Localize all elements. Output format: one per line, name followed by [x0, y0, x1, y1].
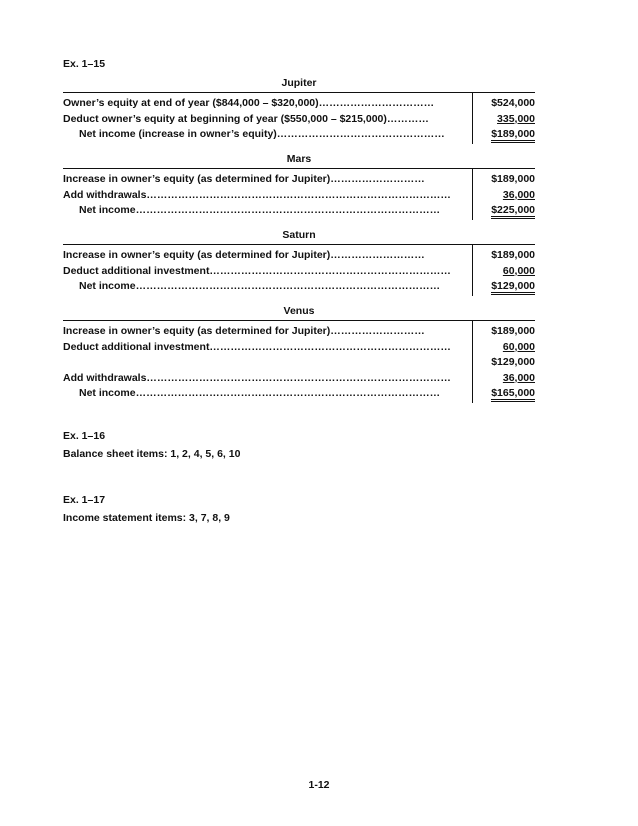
amount-value: 335,000 [497, 112, 535, 125]
amount-value: $129,000 [491, 356, 535, 368]
exercise-1-17-title: Ex. 1–17 [63, 494, 106, 506]
section-heading: Saturn [63, 226, 535, 245]
section-heading: Jupiter [63, 74, 535, 93]
row-amount [475, 203, 535, 219]
statement-row [63, 127, 535, 143]
statement-row [63, 203, 535, 219]
statement-row [63, 324, 535, 340]
statement-row [63, 386, 535, 402]
statement-row [63, 112, 535, 128]
row-amount [475, 248, 535, 264]
row-label: Deduct additional investment…………………………………………………………… [63, 264, 451, 277]
row-amount [475, 279, 535, 295]
row-amount [475, 127, 535, 143]
statement-row [63, 96, 535, 112]
row-amount [475, 355, 535, 371]
row-label: Increase in owner’s equity (as determined for Jupiter)……………………… [63, 173, 425, 185]
exercise-1-16-title: Ex. 1–16 [63, 430, 106, 442]
row-label: Owner’s equity at end of year ($844,000 – $320,000)…………………………… [63, 97, 435, 109]
amount-value: $189,000 [491, 173, 535, 185]
section-venus [63, 302, 535, 402]
statement-row [63, 279, 535, 295]
statement-row [63, 264, 535, 280]
amount-value: $129,000 [491, 280, 535, 295]
row-label: Add withdrawals…………………………………………………………………………… [63, 188, 451, 201]
row-label: Increase in owner’s equity (as determined for Jupiter)……………………… [63, 325, 425, 337]
exercise-1-16-text: Balance sheet items: 1, 2, 4, 5, 6, 10 [63, 448, 241, 460]
section-jupiter [63, 74, 535, 143]
row-amount [475, 371, 535, 387]
row-label: Increase in owner’s equity (as determined for Jupiter)……………………… [63, 249, 425, 261]
amount-value: $189,000 [491, 128, 535, 143]
statement-row [63, 188, 535, 204]
statement-row [63, 248, 535, 264]
row-label: Deduct owner’s equity at beginning of year ($550,000 – $215,000)………… [63, 112, 429, 125]
amount-value: $225,000 [491, 204, 535, 219]
row-amount [475, 340, 535, 356]
statement-row [63, 172, 535, 188]
amount-value: 36,000 [502, 188, 535, 201]
amount-value: 60,000 [502, 264, 535, 277]
amount-value: 36,000 [502, 371, 535, 384]
section-saturn [63, 226, 535, 295]
statement-row [63, 340, 535, 356]
statement-row [63, 355, 535, 371]
statement-row [63, 371, 535, 387]
amount-value: $189,000 [491, 249, 535, 261]
page-number: 1-12 [308, 779, 330, 791]
row-label: Deduct additional investment…………………………………………………………… [63, 340, 451, 353]
row-amount [475, 264, 535, 280]
amount-value: $189,000 [491, 325, 535, 337]
row-label: Net income…………………………………………………………………………… [79, 387, 441, 399]
amount-value: $524,000 [491, 97, 535, 109]
row-amount [475, 188, 535, 204]
row-label: Net income…………………………………………………………………………… [79, 204, 441, 216]
row-amount [475, 172, 535, 188]
exercise-1-17-text: Income statement items: 3, 7, 8, 9 [63, 512, 230, 524]
section-heading: Venus [63, 302, 535, 321]
row-amount [475, 112, 535, 128]
exercise-1-15-title: Ex. 1–15 [63, 58, 106, 70]
section-heading: Mars [63, 150, 535, 169]
row-amount [475, 386, 535, 402]
row-amount [475, 324, 535, 340]
row-label: Net income…………………………………………………………………………… [79, 280, 441, 292]
amount-value: $165,000 [491, 387, 535, 402]
section-mars [63, 150, 535, 219]
row-amount [475, 96, 535, 112]
row-label: Net income (increase in owner’s equity)………………………………………… [79, 128, 445, 140]
amount-value: 60,000 [502, 340, 535, 353]
row-label: Add withdrawals…………………………………………………………………………… [63, 371, 451, 384]
